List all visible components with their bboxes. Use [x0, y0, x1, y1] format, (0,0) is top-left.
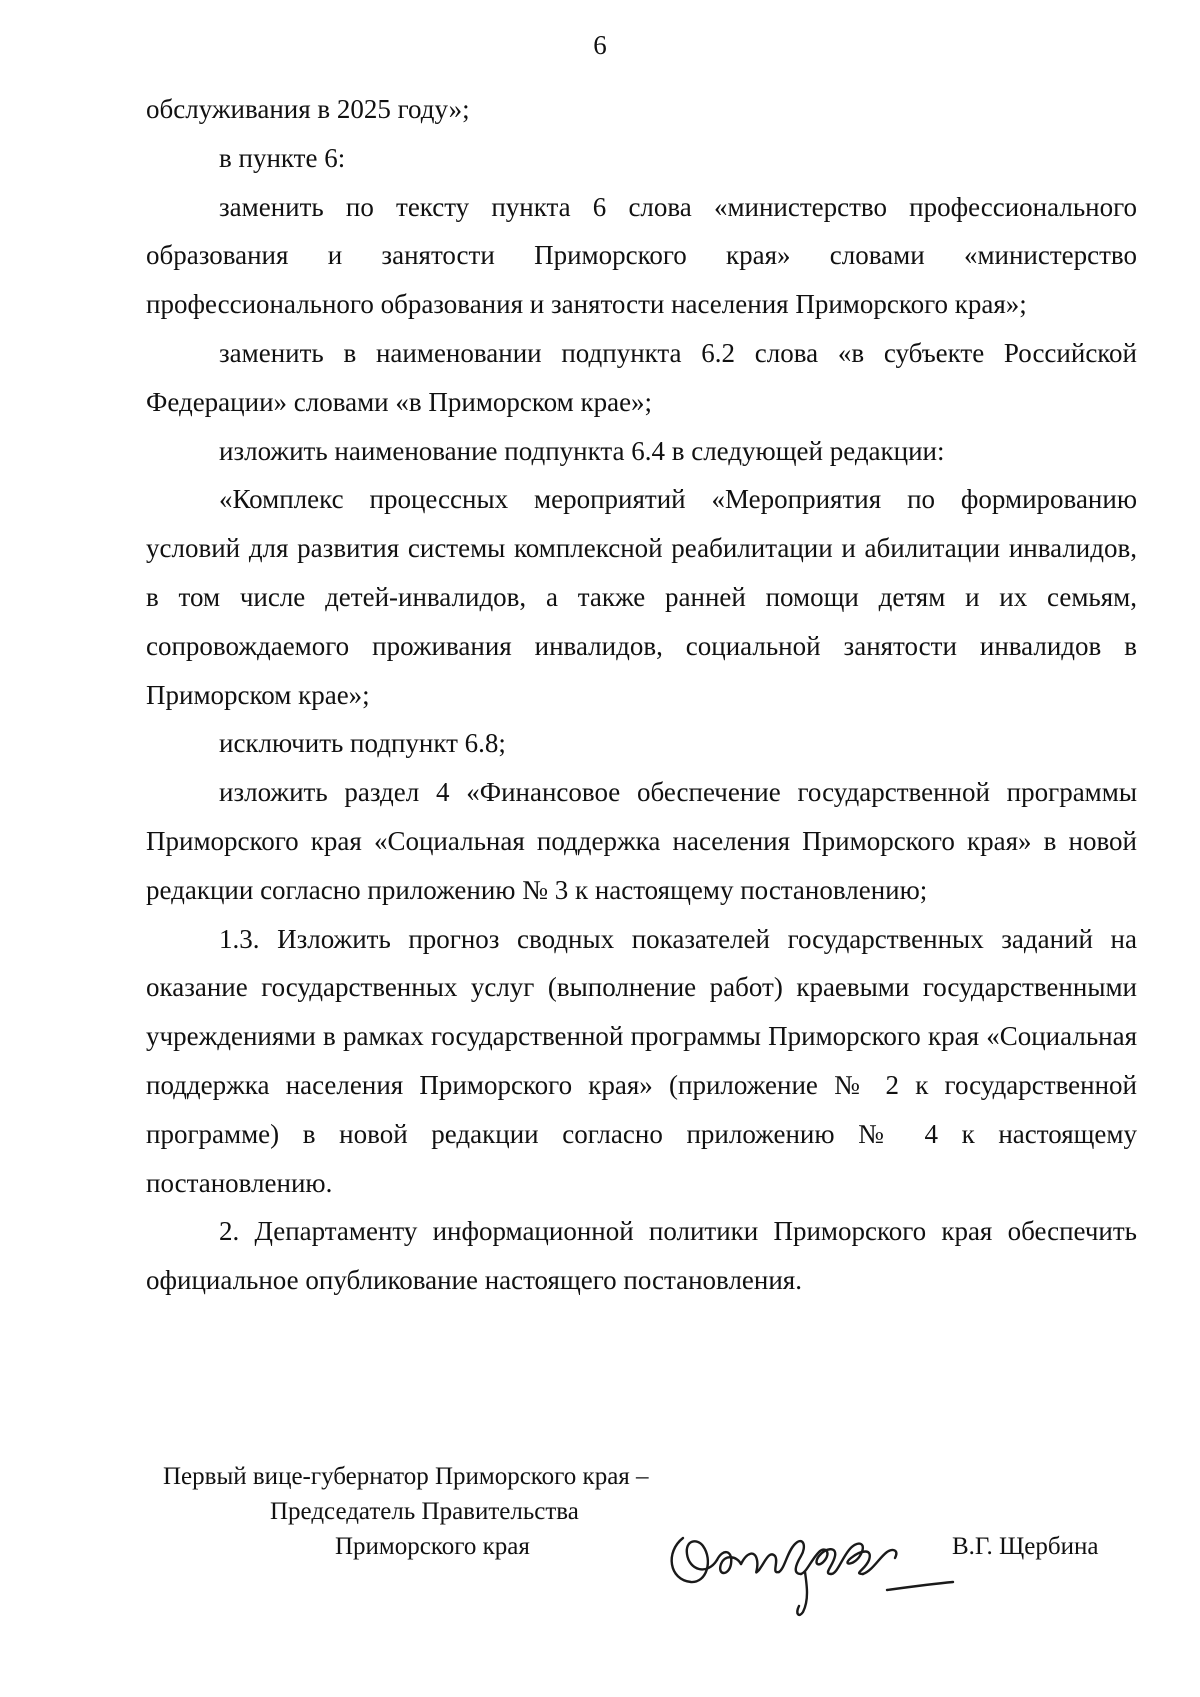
paragraph-continuation: обслуживания в 2025 году»; [146, 94, 470, 124]
signatory-position-line-3: Приморского края [335, 1533, 530, 1560]
paragraph-item-6-heading: в пункте 6: [219, 142, 346, 173]
paragraph-replace-6-2: заменить в наименовании подпункта 6.2 слова «в субъекте Российской Федерации» словами «в Приморском крае»; [146, 337, 1137, 417]
paragraph-exclude-6-8: исключить подпункт 6.8; [219, 728, 506, 759]
paragraph-6-4-title: «Комплекс процессных мероприятий «Мероприятия по формированию условий для развития системы комплексной реабилитации и абилитации инвалидов, в том числе детей-инвалидов, а также ранней помощи детям и их семьям, сопровождаемого проживания инвалидов, социальной занятости инвалидов в Приморском крае»; [146, 484, 1137, 710]
signature-block [0, 1460, 1200, 1620]
signatory-position-line-2: Председатель Правительства [270, 1498, 579, 1525]
paragraph-2: 2. Департаменту информационной политики Приморского края обеспечить официальное опубликование настоящего постановления. [146, 1216, 1137, 1296]
paragraph-1-3: 1.3. Изложить прогноз сводных показателей государственных заданий на оказание государственных услуг (выполнение работ) краевыми государственными учреждениями в рамках государственной программы Приморского края «Социальная поддержка населения Приморского края» (приложение № 2 к государственной программе) в новой редакции согласно приложению № 4 к настоящему постановлению. [146, 923, 1137, 1198]
document-body [146, 85, 1137, 1305]
signatory-name: В.Г. Щербина [952, 1533, 1099, 1560]
paragraph-replace-ministry: заменить по тексту пункта 6 слова «министерство профессионального образования и занятости Приморского края» словами «министерство профессионального образования и занятости населения Приморского края»; [146, 191, 1137, 320]
signatory-position-line-1: Первый вице-губернатор Приморского края – [163, 1463, 649, 1490]
page-number: 6 [593, 30, 607, 60]
handwritten-signature [655, 1490, 955, 1620]
paragraph-restate-6-4: изложить наименование подпункта 6.4 в следующей редакции: [219, 435, 945, 466]
paragraph-section-4: изложить раздел 4 «Финансовое обеспечение государственной программы Приморского края «Социальная поддержка населения Приморского края» в новой редакции согласно приложению № 3 к настоящему постановлению; [146, 777, 1137, 905]
